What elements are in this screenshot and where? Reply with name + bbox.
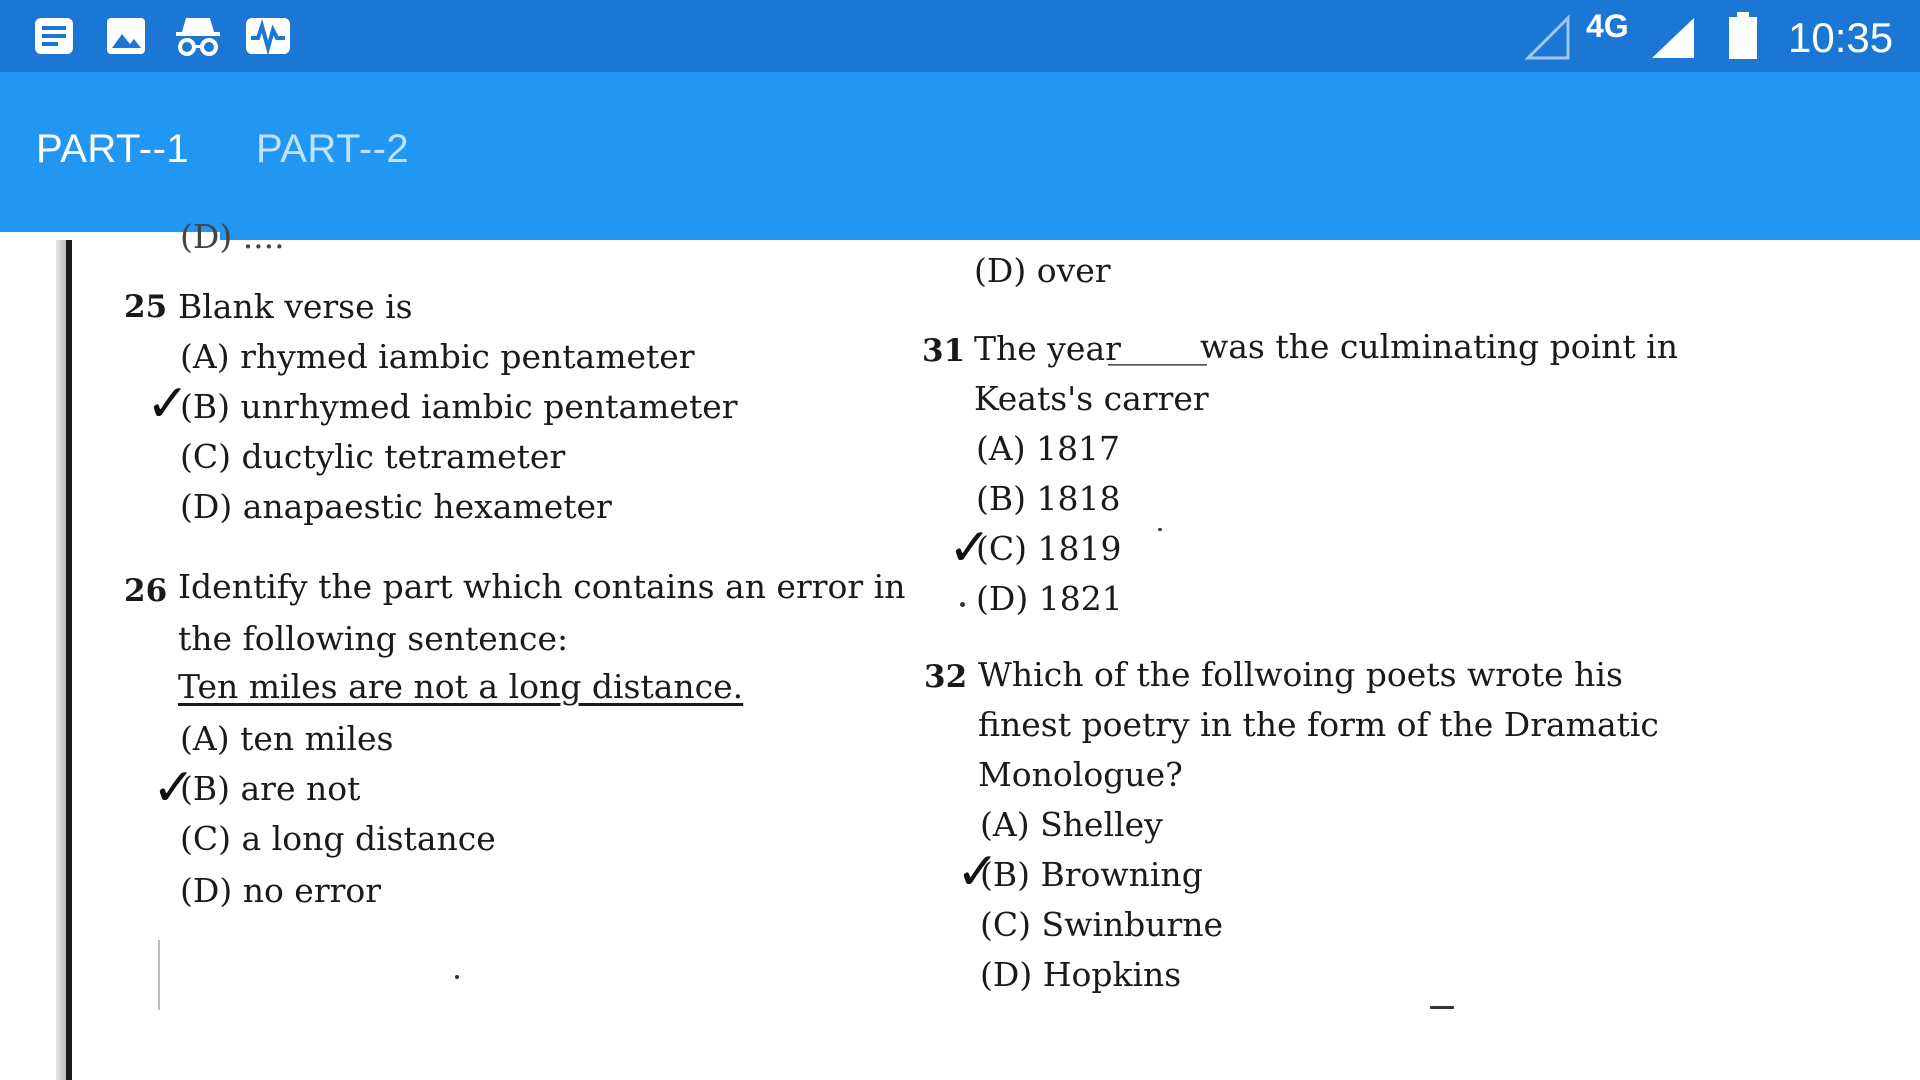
incognito-icon — [172, 14, 224, 58]
option-c: (C) ductylic tetrameter — [180, 437, 566, 476]
option-c: (C) Swinburne — [980, 905, 1224, 944]
app-bar — [0, 72, 1920, 240]
clock: 10:35 — [1788, 14, 1894, 61]
option-d: (D) 1821 — [976, 579, 1123, 618]
signal-empty-icon — [1526, 14, 1570, 64]
checkmark-icon: ✓ — [146, 374, 190, 434]
question-number: 32 — [924, 659, 968, 695]
option-a: (A) rhymed iambic pentameter — [180, 337, 695, 376]
tab-part-1[interactable]: PART--1 — [36, 127, 190, 171]
image-icon — [104, 14, 148, 58]
scan-speck — [455, 975, 459, 979]
option-a: (A) 1817 — [976, 429, 1121, 468]
option-d: (D) anapaestic hexameter — [180, 487, 612, 526]
option-c: (C) a long distance — [180, 819, 496, 858]
network-type: 4G — [1586, 8, 1629, 44]
question-text-part2: was the culminating point in — [1200, 327, 1678, 366]
option-b: (B) unrhymed iambic pentameter — [180, 387, 738, 426]
question-text: Keats's carrer — [974, 379, 1209, 418]
status-bar — [0, 0, 1920, 72]
question-text: Monologue? — [978, 755, 1183, 794]
scan-speck — [1430, 1006, 1454, 1009]
option-b: (B) are not — [180, 769, 361, 808]
option-a: (A) Shelley — [980, 805, 1163, 844]
page-edge-shadow — [56, 240, 66, 1080]
question-text-part1: The year — [974, 329, 1121, 368]
question-text: finest poetry in the form of the Dramatic — [978, 705, 1659, 744]
previous-option-d: (D) over — [974, 251, 1111, 290]
question-text: the following sentence: — [178, 619, 569, 658]
checkmark-icon: ✓ — [948, 518, 992, 578]
scanned-page[interactable] — [0, 217, 1920, 1080]
question-text: Which of the follwoing poets wrote his — [978, 655, 1623, 694]
battery-icon — [1728, 12, 1758, 64]
option-b: (B) 1818 — [976, 479, 1121, 518]
question-number: 31 — [922, 333, 966, 369]
checkmark-icon: ✓ — [956, 842, 1000, 902]
checkmark-icon: ✓ — [152, 758, 196, 818]
question-number: 26 — [124, 573, 168, 609]
activity-icon — [244, 14, 288, 58]
signal-icon — [1650, 16, 1696, 64]
option-a: (A) ten miles — [180, 719, 394, 758]
question-blank: ______ — [1108, 327, 1207, 366]
notes-icon — [32, 14, 76, 58]
page-edge — [66, 240, 72, 1080]
question-text: Identify the part which contains an error in — [178, 567, 906, 606]
scan-speck — [960, 602, 965, 607]
question-number: 25 — [124, 289, 168, 325]
scan-speck — [158, 940, 160, 1010]
tab-part-2[interactable]: PART--2 — [256, 127, 410, 171]
option-d: (D) no error — [180, 871, 382, 910]
scan-speck — [1158, 528, 1162, 531]
option-b: (B) Browning — [980, 855, 1203, 894]
option-c: (C) 1819 — [976, 529, 1122, 568]
question-text: Blank verse is — [178, 287, 413, 326]
clipped-text-fragment: (D) .... — [180, 217, 285, 256]
option-d: (D) Hopkins — [980, 955, 1182, 994]
error-sentence: Ten miles are not a long distance. — [178, 667, 744, 706]
